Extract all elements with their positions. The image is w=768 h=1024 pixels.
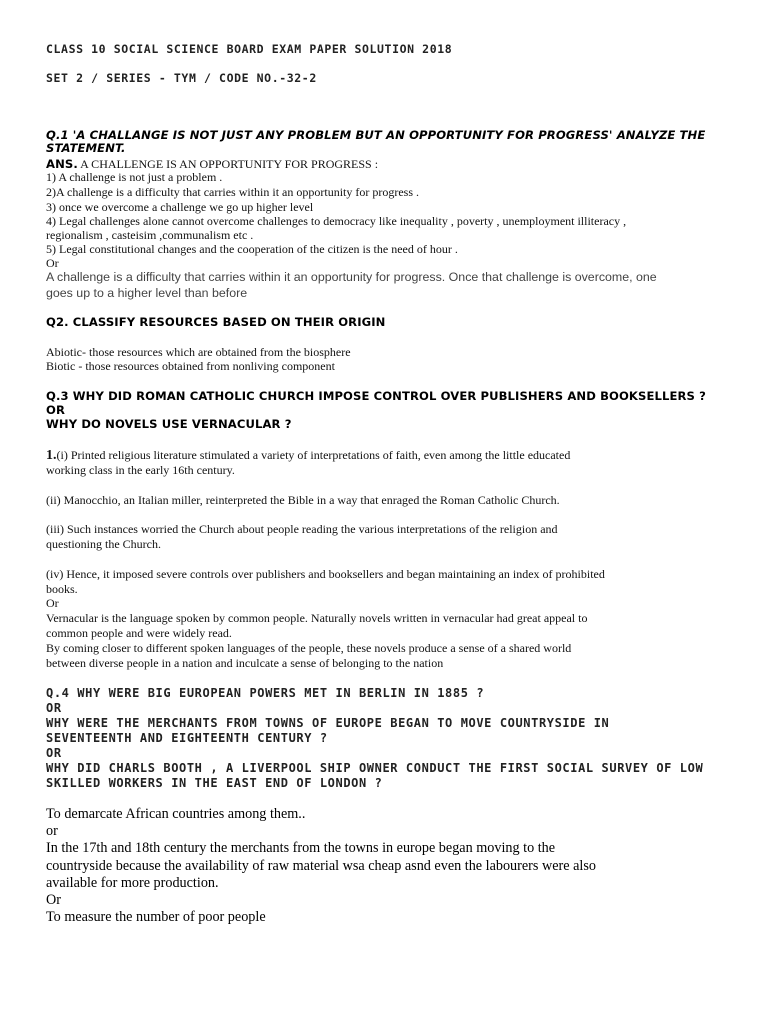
q2-answer-line: Biotic - those resources obtained from nonliving component xyxy=(46,359,335,373)
q3-point-1-text: (i) Printed religious literature stimulated a variety of interpretations of faith, even among the little educated xyxy=(56,448,571,462)
q3-vernacular-line2: common people and were widely read. xyxy=(46,626,232,640)
document-title: CLASS 10 SOCIAL SCIENCE BOARD EXAM PAPER SOLUTION 2018 xyxy=(46,42,453,56)
q3-point-4-line2: books. xyxy=(46,582,78,596)
ans-intro-text: A CHALLENGE IS AN OPPORTUNITY FOR PROGRESS : xyxy=(77,157,379,171)
q3-or-2: Or xyxy=(46,596,59,610)
answer-number: 1. xyxy=(46,448,57,463)
q3-point-3-line1: (iii) Such instances worried the Church about people reading the various interpretations of the religion and xyxy=(46,522,558,536)
q4-answer-line4: available for more production. xyxy=(46,875,219,891)
q1-point: 2)A challenge is a difficulty that carries within it an opportunity for progress . xyxy=(46,185,420,199)
q4-question-line1: Q.4 WHY WERE BIG EUROPEAN POWERS MET IN BERLIN IN 1885 ? xyxy=(46,686,485,700)
q4-question-line2: WHY WERE THE MERCHANTS FROM TOWNS OF EUROPE BEGAN TO MOVE COUNTRYSIDE IN xyxy=(46,716,610,730)
q3-point-1-line2: working class in the early 16th century. xyxy=(46,463,235,477)
q4-or-1: OR xyxy=(46,701,62,715)
q4-question-line4: WHY DID CHARLS BOOTH , A LIVERPOOL SHIP OWNER CONDUCT THE FIRST SOCIAL SURVEY OF LOW xyxy=(46,761,704,775)
q1-alt-line2: goes up to a higher level than before xyxy=(46,286,248,300)
q3-vernacular-line3: By coming closer to different spoken languages of the people, these novels produce a sense of a shared world xyxy=(46,641,572,655)
document-subtitle: SET 2 / SERIES - TYM / CODE NO.-32-2 xyxy=(46,71,317,85)
q3-vernacular-line4: between diverse people in a nation and inculcate a sense of belonging to the nation xyxy=(46,656,444,670)
q4-answer-or-1: or xyxy=(46,823,58,839)
q4-answer-line5: To measure the number of poor people xyxy=(46,909,266,925)
q1-or: Or xyxy=(46,256,59,270)
q1-point: 4) Legal challenges alone cannot overcome challenges to democracy like inequality , poverty , unemployment illiteracy , xyxy=(46,214,627,228)
q1-question-line2: STATEMENT. xyxy=(46,141,126,155)
q3-point-2: (ii) Manocchio, an Italian miller, reinterpreted the Bible in a way that enraged the Roman Catholic Church. xyxy=(46,493,560,507)
q4-answer-or-2: Or xyxy=(46,892,61,908)
q1-point: 3) once we overcome a challenge we go up higher level xyxy=(46,200,314,214)
q3-or: OR xyxy=(46,403,65,417)
q3-vernacular-line1: Vernacular is the language spoken by common people. Naturally novels written in vernacular had great appeal to xyxy=(46,611,588,625)
q3-point-1-line1 xyxy=(46,448,738,464)
q4-answer-line1: To demarcate African countries among them.. xyxy=(46,806,306,822)
q1-alt-line1: A challenge is a difficulty that carries within it an opportunity for progress. Once that challenge is overcome, one xyxy=(46,270,657,284)
q4-answer-line2: In the 17th and 18th century the merchants from the towns in europe began moving to the xyxy=(46,840,556,856)
q1-point: 5) Legal constitutional changes and the cooperation of the citizen is the need of hour . xyxy=(46,242,458,256)
q2-answer-line: Abiotic- those resources which are obtained from the biosphere xyxy=(46,345,351,359)
q4-question-line3: SEVENTEENTH AND EIGHTEENTH CENTURY ? xyxy=(46,731,328,745)
q2-question: Q2. CLASSIFY RESOURCES BASED ON THEIR ORIGIN xyxy=(46,315,386,329)
q1-point: 1) A challenge is not just a problem . xyxy=(46,170,223,184)
q4-question-line5: SKILLED WORKERS IN THE EAST END OF LONDON ? xyxy=(46,776,383,790)
ans-label: ANS. xyxy=(46,157,78,171)
q4-or-2: OR xyxy=(46,746,62,760)
q4-answer-line3: countryside because the availability of raw material wsa cheap asnd even the labourers were also xyxy=(46,858,596,874)
q3-question-line1: Q.3 WHY DID ROMAN CATHOLIC CHURCH IMPOSE CONTROL OVER PUBLISHERS AND BOOKSELLERS ? xyxy=(46,389,706,403)
q1-point: regionalism , casteisim ,communalism etc . xyxy=(46,228,254,242)
q3-point-4-line1: (iv) Hence, it imposed severe controls over publishers and booksellers and began maintaining an index of prohibited xyxy=(46,567,605,581)
q3-point-3-line2: questioning the Church. xyxy=(46,537,161,551)
q3-question-line2: WHY DO NOVELS USE VERNACULAR ? xyxy=(46,417,292,431)
q1-question-line1: Q.1 'A CHALLANGE IS NOT JUST ANY PROBLEM BUT AN OPPORTUNITY FOR PROGRESS' ANALYZE THE xyxy=(46,128,706,142)
